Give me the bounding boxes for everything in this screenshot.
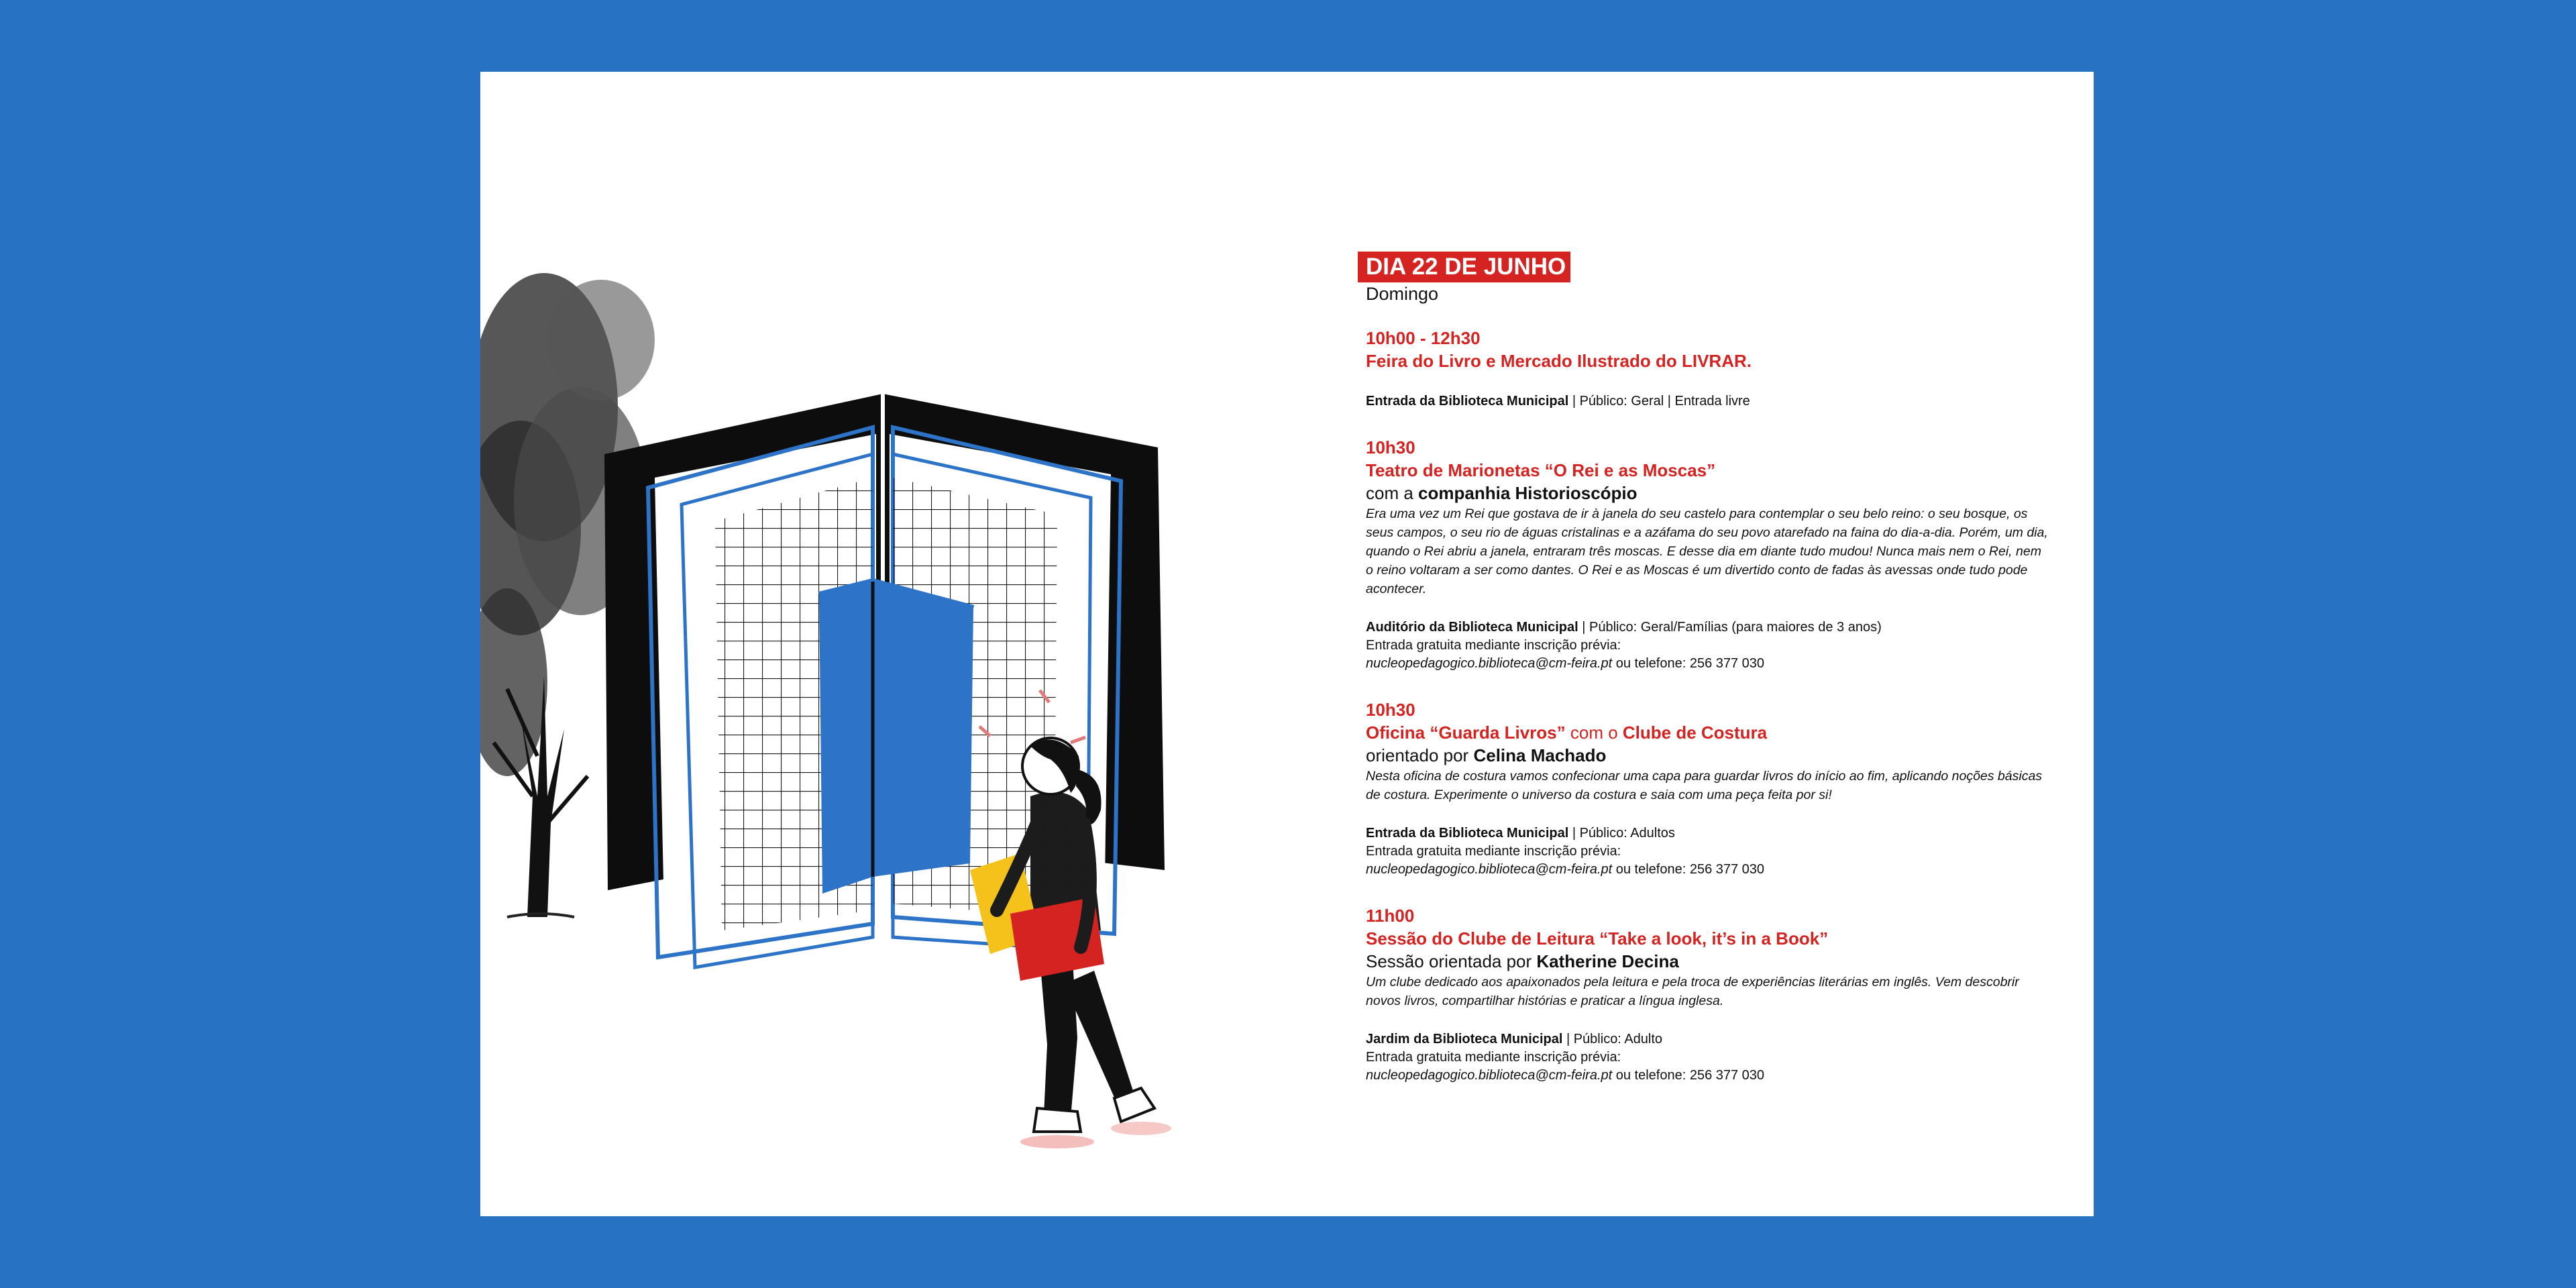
event-venue: Entrada da Biblioteca Municipal xyxy=(1366,826,1569,841)
program-text xyxy=(1366,252,2050,1110)
event-registration: Entrada gratuita mediante inscrição prévia: xyxy=(1366,844,1621,859)
event-meta: Entrada da Biblioteca Municipal | Público: Geral | Entrada livre xyxy=(1366,394,1750,409)
date-badge: DIA 22 DE JUNHO xyxy=(1358,252,1570,282)
event-puppet-theatre xyxy=(1366,436,2050,673)
weekday: Domingo xyxy=(1366,284,1439,304)
event-contact: nucleopedagogico.biblioteca@cm-feira.pt ou telefone: 256 377 030 xyxy=(1366,656,1765,671)
event-reading-club xyxy=(1366,904,2050,1085)
event-time: 10h30 xyxy=(1366,437,1415,458)
event-meta: Auditório da Biblioteca Municipal | Público: Geral/Famílias (para maiores de 3 anos) xyxy=(1366,620,1882,635)
event-contact: nucleopedagogico.biblioteca@cm-feira.pt ou telefone: 256 377 030 xyxy=(1366,1068,1765,1083)
event-subtitle: com a companhia Historioscópio xyxy=(1366,483,1638,503)
email-link[interactable]: nucleopedagogico.biblioteca@cm-feira.pt xyxy=(1366,862,1613,877)
event-registration: Entrada gratuita mediante inscrição prévia: xyxy=(1366,1050,1621,1065)
event-time: 10h30 xyxy=(1366,700,1415,720)
event-time: 11h00 xyxy=(1366,906,1415,926)
event-title: Feira do Livro e Mercado Ilustrado do LIVRAR. xyxy=(1366,351,1752,371)
event-venue: Jardim da Biblioteca Municipal xyxy=(1366,1032,1563,1046)
event-meta: Entrada da Biblioteca Municipal | Público: Adultos xyxy=(1366,826,1675,841)
email-link[interactable]: nucleopedagogico.biblioteca@cm-feira.pt xyxy=(1366,656,1613,671)
event-meta: Jardim da Biblioteca Municipal | Público: Adulto xyxy=(1366,1032,1663,1046)
event-title: Teatro de Marionetas “O Rei e as Moscas” xyxy=(1366,460,1716,480)
event-venue: Auditório da Biblioteca Municipal xyxy=(1366,620,1578,635)
event-title: Sessão do Clube de Leitura “Take a look, it’s in a Book” xyxy=(1366,928,1829,949)
email-link[interactable]: nucleopedagogico.biblioteca@cm-feira.pt xyxy=(1366,1068,1613,1083)
illustration xyxy=(480,246,1312,1185)
event-time: 10h00 - 12h30 xyxy=(1366,328,1481,348)
event-description: Nesta oficina de costura vamos confecionar uma capa para guardar livros do início ao fim, aplicando noções básicas de costura. Experimente o universo da costura e saia com uma peça feita por si! xyxy=(1366,769,2043,802)
event-title: Oficina “Guarda Livros” com o Clube de Costura xyxy=(1366,722,1768,743)
poster-sheet xyxy=(480,72,2094,1216)
event-venue: Entrada da Biblioteca Municipal xyxy=(1366,394,1569,409)
event-description: Um clube dedicado aos apaixonados pela leitura e pela troca de experiências literárias em inglês. Vem descobrir novos livros, compartilhar histórias e praticar a língua inglesa. xyxy=(1366,975,2019,1008)
event-book-fair xyxy=(1366,327,2050,411)
event-subtitle: Sessão orientada por Katherine Decina xyxy=(1366,951,1679,971)
event-sewing-workshop xyxy=(1366,698,2050,879)
event-registration: Entrada gratuita mediante inscrição prévia: xyxy=(1366,638,1621,653)
event-description: Era uma vez um Rei que gostava de ir à janela do seu castelo para contemplar o seu belo reino: o seu bosque, os seus campos, o seu rio de águas cristalinas e a azáfama do seu povo atarefado na faina do dia-a-dia. Porém, um dia, quando o Rei abriu a janela, entraram três moscas. E desse dia em diante tudo mudou! Nunca mais nem o Rei, nem o reino voltaram a ser como dantes. O Rei e as Moscas é um divertido conto de fadas às avessas onde tudo pode acontecer. xyxy=(1366,506,2048,596)
event-subtitle: orientado por Celina Machado xyxy=(1366,745,1607,765)
event-contact: nucleopedagogico.biblioteca@cm-feira.pt ou telefone: 256 377 030 xyxy=(1366,862,1765,877)
